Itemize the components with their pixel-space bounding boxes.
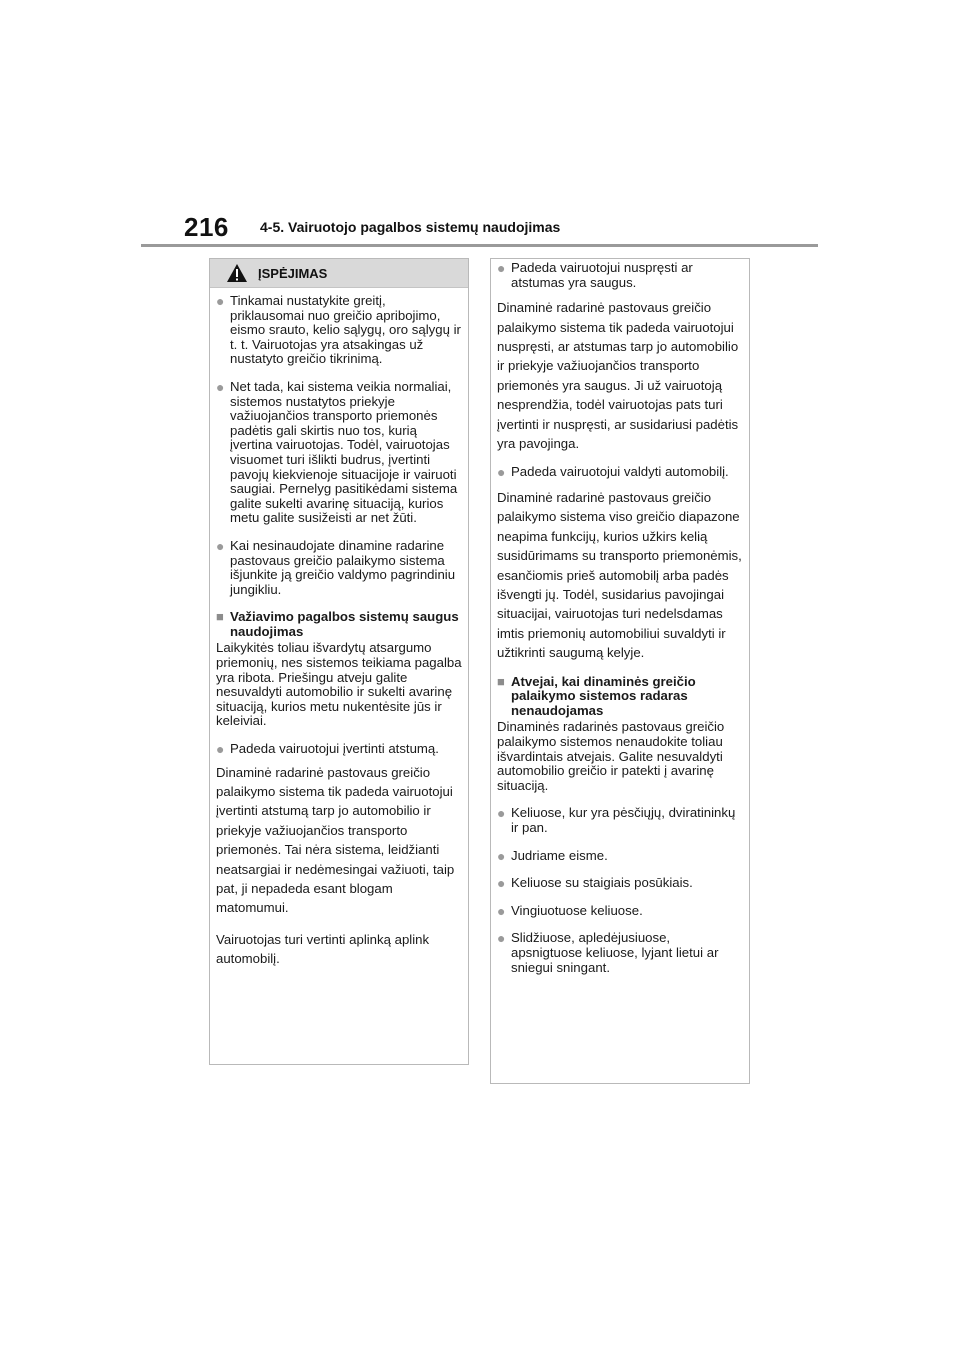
subsection-bullet bbox=[497, 261, 743, 290]
bullet-text: Net tada, kai sistema veikia normaliai, sistemos nustatytos priekyje važiuojančios transporto priemonės padėtis gali skirtis nuo tos, kurią įvertina vairuotojas. Todėl, vairuotojas visuomet turi išlikti budrus, įvertinti pavojų kiekvienoje situacijoje ir vairuoti saugiai. Pernelyg pasitikėdami sistema galite sukelti avarinę situaciją, kurios metu galite susižeisti ar net žūti. bbox=[230, 378, 458, 526]
paragraph: Vairuotojas turi vertinti aplinką aplink automobilį. bbox=[216, 931, 430, 967]
bullet-dot-icon: ● bbox=[216, 741, 225, 758]
square-bullet-icon: ■ bbox=[497, 673, 505, 689]
bullet-text: Kai nesinaudojate dinamine radarine pastovaus greičio palaikymo sistema išjunkite ją greičio valdymo pagrindiniu jungikliu. bbox=[230, 537, 456, 597]
bullet-dot-icon: ● bbox=[216, 537, 225, 554]
bullet-text: Padeda vairuotojui valdyti automobilį. bbox=[511, 464, 729, 480]
bullet-dot-icon: ● bbox=[497, 930, 506, 947]
warning-triangle-icon bbox=[226, 263, 248, 283]
warning-header bbox=[210, 259, 468, 288]
subsection-bullet bbox=[497, 904, 743, 919]
bullet-dot-icon: ● bbox=[497, 260, 506, 276]
bullet-text: Judriame eisme. bbox=[511, 847, 608, 863]
warning-panel-right bbox=[490, 258, 750, 1084]
paragraph: Dinaminė radarinė pastovaus greičio palaikymo sistema viso greičio diapazone neapima funkcijų, kurios užkirs kelią susidūrimams su transporto priemonėmis, esančiomis prieš automobilį arba padės išvengti jų. Todėl, susidarius pavojingai situacijai, vairuotojas turi nedelsdamas imtis priemonių automobiliui suvaldyti ir užtikrinti saugumą kelyje. bbox=[497, 490, 742, 661]
bullet-dot-icon: ● bbox=[216, 293, 225, 309]
subsection-bullet bbox=[497, 931, 743, 975]
warning-bullet bbox=[216, 380, 462, 526]
subsection-bullet bbox=[216, 742, 462, 757]
bullet-text: Keliuose, kur yra pėsčiųjų, dviratininkų ir pan. bbox=[511, 805, 736, 836]
subsection-intro: Laikykitės toliau išvardytų atsargumo priemonių, nes sistemos teikiama pagalba yra ribota. Priešingu atveju galite nesuvaldyti automobilio ir sukelti avarinę situaciją, kurios metu nukentėsite jūs ir keleiviai. bbox=[216, 640, 462, 729]
subsection-bullet bbox=[497, 806, 743, 835]
subsection-bullet bbox=[497, 876, 743, 891]
bullet-text: Keliuose su staigiais posūkiais. bbox=[511, 875, 693, 891]
bullet-text: Padeda vairuotojui įvertinti atstumą. bbox=[230, 741, 439, 757]
subsection-heading bbox=[497, 675, 743, 719]
bullet-text: Padeda vairuotojui nuspręsti ar atstumas yra saugus. bbox=[511, 260, 693, 290]
square-bullet-icon: ■ bbox=[216, 609, 224, 625]
bullet-dot-icon: ● bbox=[216, 378, 225, 395]
subsection-bullet bbox=[497, 465, 743, 480]
bullet-dot-icon: ● bbox=[497, 847, 506, 864]
subsection-heading-text: Atvejai, kai dinaminės greičio palaikymo sistemos radaras nenaudojamas bbox=[511, 673, 696, 718]
bullet-text: Vingiuotuose keliuose. bbox=[511, 902, 643, 918]
warning-title: ĮSPĖJIMAS bbox=[258, 265, 328, 281]
section-title: 4-5. Vairuotojo pagalbos sistemų naudojimas bbox=[260, 219, 561, 235]
subsection-intro: Dinaminės radarinės pastovaus greičio palaikymo sistemos nenaudokite toliau išvardintais atvejais. Galite nesuvaldyti automobilio greičio ir patekti į avarinę situaciją. bbox=[497, 719, 725, 793]
bullet-dot-icon: ● bbox=[497, 464, 506, 481]
bullet-dot-icon: ● bbox=[497, 875, 506, 892]
subsection-bullet bbox=[497, 849, 743, 864]
paragraph: Dinaminė radarinė pastovaus greičio palaikymo sistema tik padeda vairuotojui įvertinti atstumą tarp jo automobilio ir priekyje važiuojančios transporto priemonės. Tai nėra sistema, leidžianti neatsargiai ir nedėmesingai važiuoti, taip pat, ji nepadeda esant blogam matomumui. bbox=[216, 764, 455, 916]
header-divider bbox=[141, 244, 818, 247]
bullet-text: Tinkamai nustatykite greitį, priklausomai nuo greičio apribojimo, eismo srauto, kelio sąlygų, oro sąlygų ir t. t. Vairuotojas yra atsakingas už nustatyto greičio tikrinimą. bbox=[230, 293, 461, 367]
warning-bullet bbox=[216, 539, 462, 597]
bullet-dot-icon: ● bbox=[497, 902, 506, 919]
paragraph: Dinaminė radarinė pastovaus greičio palaikymo sistema tik padeda vairuotojui nuspręsti, ar atstumas tarp jo automobilio ir priekyje važiuojančios transporto priemonės yra saugus. Ji už vairuotoją nesprendžia, todėl vairuotojas pats turi įvertinti ir nuspręsti, ar susidariusi padėtis yra pavojinga. bbox=[497, 300, 739, 452]
bullet-text: Slidžiuose, apledėjusiuose, apsnigtuose keliuose, lyjant lietui ar sniegui sningant. bbox=[511, 930, 719, 975]
warning-bullet bbox=[216, 294, 462, 367]
bullet-dot-icon: ● bbox=[497, 805, 506, 822]
subsection-heading-text: Važiavimo pagalbos sistemų saugus naudojimas bbox=[230, 609, 459, 639]
subsection-heading bbox=[216, 610, 462, 639]
page-number: 216 bbox=[184, 212, 229, 242]
warning-panel-left bbox=[209, 258, 469, 1065]
